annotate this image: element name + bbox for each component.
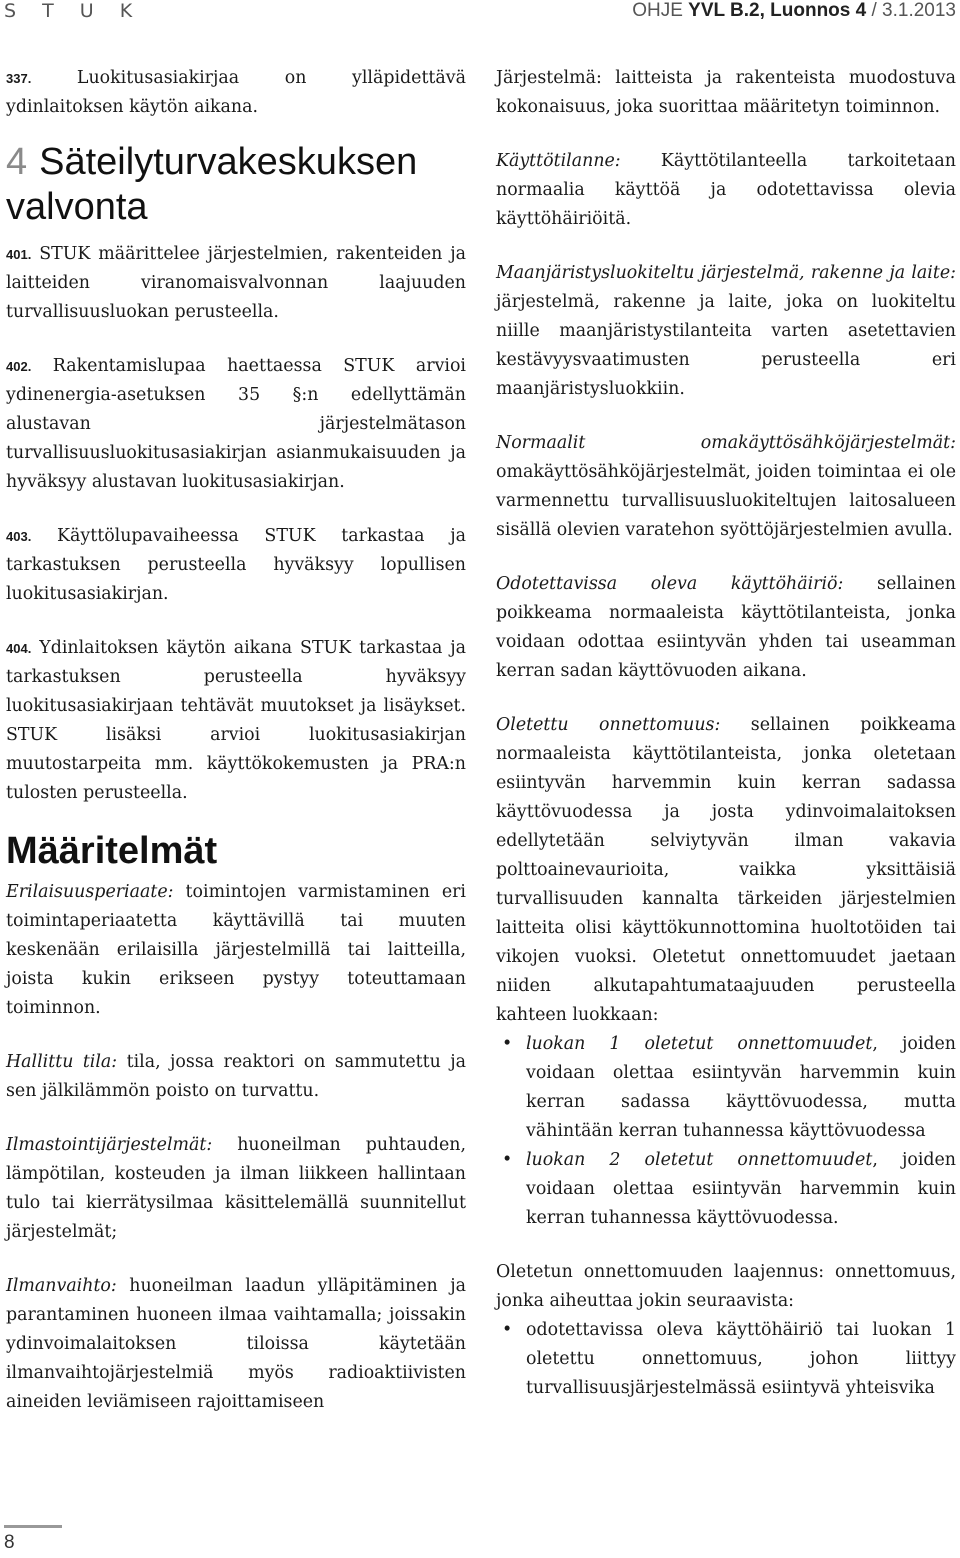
paragraph-402: [6, 352, 466, 497]
definition-text: Käyttötilanteella tarkoitetaan normaalia käyttöä ja odotettavissa olevia käyttöhäiriöitä.: [496, 151, 956, 229]
definition-normaalit-omakayttosahko: [496, 429, 956, 545]
extension-list: [496, 1316, 956, 1403]
paragraph-text: Rakentamislupaa haettaessa STUK arvioi ydinenergia-asetuksen 35 §:n edellyttämän alustavan järjestelmätason turvallisuusluokitusasiakirjan asianmukaisuuden ja hyväksyy alustavan luokitusasiakirjan.: [6, 356, 466, 492]
definition-ilmastointijarjestelmat: [6, 1131, 466, 1247]
section-heading: [6, 140, 466, 230]
list-item: [496, 1146, 956, 1233]
definition-term: Ilmastointijärjestelmät:: [6, 1135, 213, 1155]
page-header: [0, 0, 960, 34]
paragraph-text: Käyttölupavaiheessa STUK tarkastaa ja tarkastuksen perusteella hyväksyy lopullisen luokitusasiakirjan.: [6, 526, 466, 604]
definition-oletettu-onnettomuus: [496, 711, 956, 1030]
definition-text: sellainen poikkeama normaaleista käyttötilanteista, jonka voidaan odottaa esiintyvän yhden tai useamman kerran sadan käyttövuoden aikana.: [496, 574, 956, 681]
paragraph-401: [6, 240, 466, 327]
definition-text: sellainen poikkeama normaaleista käyttötilanteista, jonka oletetaan esiintyvän harvemmin kuin kerran sadassa käyttövuodessa ja josta ydinvoimalaitoksen edellytetään selviytyvän ilman vakavia polttoainevaurioita, vaikka yksittäisiä turvallisuuden kannalta tärkeiden järjestelmien laitteita olisi käyttökunnottomina huoltotöiden tai vikojen vuoksi. Oletetut onnettomuudet jaetaan niiden alkutapahtumataajuuden perusteella kahteen luokkaan:: [496, 715, 956, 1025]
definition-term: Hallittu tila:: [6, 1052, 118, 1072]
paragraph-number: 401.: [6, 247, 32, 262]
definition-oletetun-onnettomuuden-laajennus: Oletetun onnettomuuden laajennus: onnettomuus, jonka aiheuttaa jokin seuraavista:: [496, 1262, 956, 1311]
definition-text: omakäyttösähköjärjestelmät, joiden toimintaa ei ole varmennettu turvallisuusluokiteltujen laitosalueen sisällä olevien varatehon syöttöjärjestelmien avulla.: [496, 462, 956, 540]
paragraph-text: STUK määrittelee järjestelmien, rakenteiden ja laitteiden viranomaisvalvonnan laajuuden turvallisuusluokan perusteella.: [6, 244, 466, 322]
definition-text: huoneilman puhtauden, lämpötilan, kosteuden ja ilman liikkeen hallintaan tulo tai kierrätysilmaa käsittelemällä suunnitellut järjestelmät;: [6, 1135, 466, 1242]
paragraph-337: [6, 64, 466, 122]
accident-class-list: [496, 1030, 956, 1233]
definition-text: järjestelmä, rakenne ja laite, joka on luokiteltu niille maanjäristystilanteita varten asetettavien kestävyysvaatimusten perusteella eri maanjäristysluokkiin.: [496, 292, 956, 399]
paragraph-text: Luokitusasiakirjaa on ylläpidettävä ydinlaitoksen käytön aikana.: [6, 68, 466, 117]
list-item-term: luokan 2 oletetut onnettomuudet: [526, 1150, 873, 1170]
brand-logo-text: S T U K: [4, 0, 143, 22]
list-item: • odotettavissa oleva käyttöhäiriö tai luokan 1 oletettu onnettomuus, johon liittyy turvallisuusjärjestelmässä esiintyvä yhteisvika: [496, 1316, 956, 1403]
definition-jarjestelma: Järjestelmä: laitteista ja rakenteista muodostuva kokonaisuus, joka suorittaa määritetyn toiminnon.: [496, 68, 956, 117]
paragraph-403: [6, 522, 466, 609]
paragraph-number: 404.: [6, 641, 32, 656]
paragraph-number: 402.: [6, 359, 32, 374]
list-item-term: luokan 1 oletetut onnettomuudet: [526, 1034, 873, 1054]
definition-hallittu-tila: [6, 1048, 466, 1106]
definition-term: Odotettavissa oleva käyttöhäiriö:: [496, 574, 844, 594]
definition-term: Käyttötilanne:: [496, 151, 621, 171]
definition-text: huoneilman laadun ylläpitäminen ja parantaminen huoneen ilmaa vaihtamalla; joissakin ydinvoimalaitoksen tiloissa käytetään ilmanvaihtojärjestelmiä myös radioaktiivisten aineiden leviämiseen rajoittamiseen: [6, 1276, 466, 1412]
definition-term: Oletettu onnettomuus:: [496, 715, 721, 735]
definition-term: Normaalit omakäyttösähköjärjestelmät:: [496, 433, 956, 453]
definition-term: Erilaisuusperiaate:: [6, 882, 174, 902]
document-reference: [632, 0, 956, 22]
list-item: [496, 1030, 956, 1146]
definition-kayttotilanne: [496, 147, 956, 234]
section-number: 4: [6, 141, 28, 183]
definition-erilaisuusperiaate: [6, 878, 466, 1023]
list-item-text: , joiden voidaan olettaa esiintyvän harvemmin kuin kerran sadassa käyttövuodessa, mutta vähintään kerran tuhannessa käyttövuodessa: [526, 1034, 956, 1141]
doc-date: / 3.1.2013: [866, 0, 956, 21]
definition-term: Ilmanvaihto:: [6, 1276, 117, 1296]
doc-code: YVL B.2, Luonnos 4: [688, 0, 867, 21]
left-column: [6, 64, 466, 1417]
section-title: Säteilyturvakeskuksen valvonta: [6, 141, 418, 228]
definition-maanjaristysluokiteltu: [496, 259, 956, 404]
definition-odotettavissa-oleva-kayttohairio: [496, 570, 956, 686]
paragraph-text: Ydinlaitoksen käytön aikana STUK tarkastaa ja tarkastuksen perusteella hyväksyy luokitusasiakirjaan tehtävät muutokset ja lisäykset. STUK lisäksi arvioi luokitusasiakirjan muutostarpeita mm. käyttökokemusten ja PRA:n tulosten perusteella.: [6, 638, 466, 803]
definition-text: tila, jossa reaktori on sammutettu ja sen jälkilämmön poisto on turvattu.: [6, 1052, 467, 1101]
definitions-heading: Määritelmät: [6, 830, 218, 872]
right-column: [496, 64, 956, 1403]
paragraph-number: 403.: [6, 529, 32, 544]
definition-text: toimintojen varmistaminen eri toimintaperiaatetta käyttävillä tai muuten keskenään erilaisilla järjestelmillä tai laitteilla, joista kukin erikseen pystyy toteuttamaan toiminnon.: [6, 882, 466, 1018]
paragraph-404: [6, 634, 466, 808]
definition-ilmanvaihto: [6, 1272, 466, 1417]
footer-divider: [4, 1525, 62, 1528]
list-item-text: , joiden voidaan olettaa esiintyvän harvemmin kuin kerran tuhannessa käyttövuodessa.: [526, 1150, 956, 1228]
paragraph-number: 337.: [6, 71, 32, 86]
doc-prefix: OHJE: [632, 0, 689, 21]
page-number: 8: [4, 1532, 15, 1553]
definition-term: Maanjäristysluokiteltu järjestelmä, rakenne ja laite:: [496, 263, 956, 283]
